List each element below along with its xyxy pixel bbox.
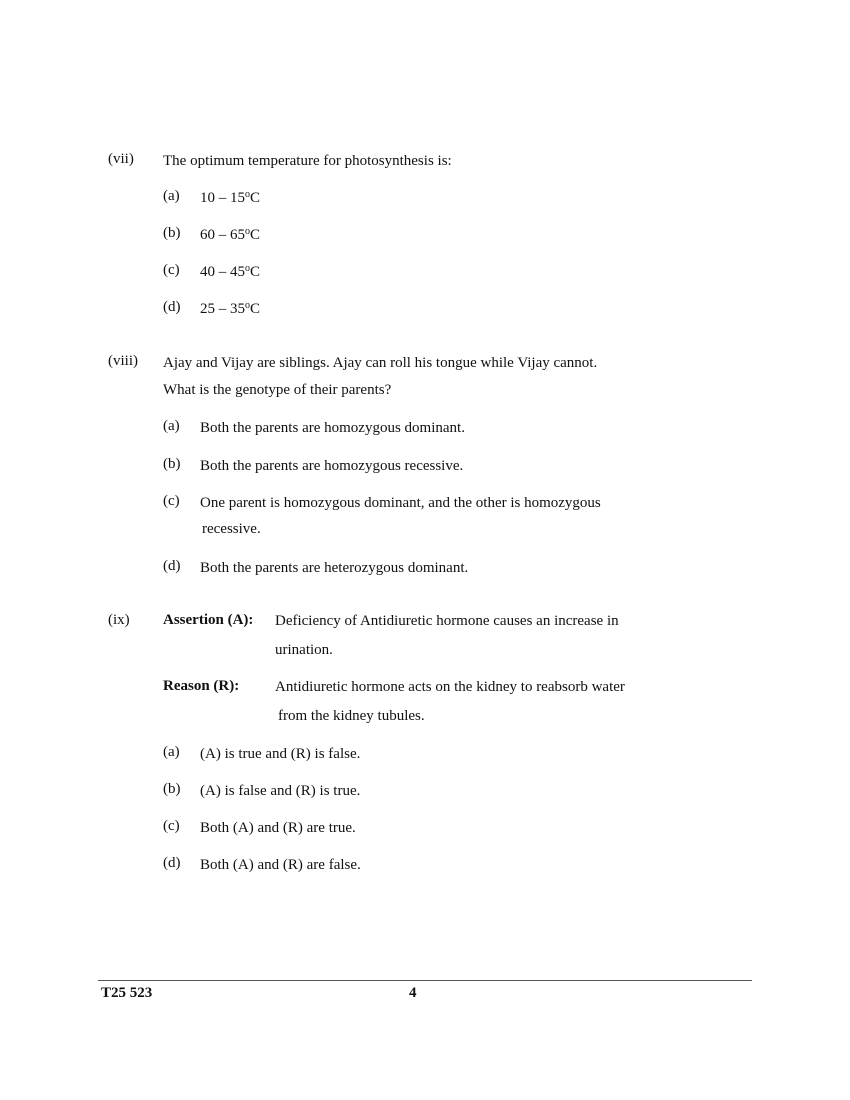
question-number: (ix) bbox=[108, 612, 130, 628]
option-text: Both (A) and (R) are true. bbox=[200, 820, 356, 836]
assertion-text-line1: Deficiency of Antidiuretic hormone causes an increase in bbox=[275, 613, 619, 629]
option-label: (b) bbox=[163, 456, 181, 472]
degree-symbol: o bbox=[245, 189, 250, 200]
option-text: (A) is true and (R) is false. bbox=[200, 746, 361, 762]
option-label: (c) bbox=[163, 493, 180, 509]
footer-divider bbox=[98, 980, 752, 981]
question-number: (vii) bbox=[108, 151, 134, 167]
option-label: (a) bbox=[163, 188, 180, 204]
option-label: (d) bbox=[163, 299, 181, 315]
option-text: Both the parents are homozygous dominant. bbox=[200, 420, 465, 436]
option-text: 25 – 35$^o$C bbox=[200, 300, 261, 317]
assertion-label: Assertion (A): bbox=[163, 612, 254, 628]
degree-symbol: o bbox=[245, 226, 250, 237]
option-text: 40 – 45$^o$C bbox=[200, 263, 261, 280]
question-text-line2: What is the genotype of their parents? bbox=[163, 382, 392, 398]
question-text-line1: Ajay and Vijay are siblings. Ajay can roll his tongue while Vijay cannot. bbox=[163, 355, 598, 371]
option-label: (c) bbox=[163, 818, 180, 834]
option-label: (b) bbox=[163, 781, 181, 797]
option-text: Both (A) and (R) are false. bbox=[200, 857, 361, 873]
degree-symbol: o bbox=[245, 300, 250, 311]
option-label: (c) bbox=[163, 262, 180, 278]
option-text: Both the parents are homozygous recessive. bbox=[200, 458, 464, 474]
reason-label: Reason (R): bbox=[163, 678, 240, 694]
question-number: (viii) bbox=[108, 353, 138, 369]
option-label: (d) bbox=[163, 558, 181, 574]
option-label: (a) bbox=[163, 744, 180, 760]
paper-code: T25 523 bbox=[101, 985, 153, 1001]
assertion-text-line2: urination. bbox=[275, 642, 333, 658]
reason-text-line1: Antidiuretic hormone acts on the kidney to reabsorb water bbox=[275, 679, 625, 695]
option-label: (a) bbox=[163, 418, 180, 434]
option-text-line1: One parent is homozygous dominant, and the other is homozygous bbox=[200, 495, 601, 511]
page-number: 4 bbox=[409, 985, 417, 1001]
option-label: (d) bbox=[163, 855, 181, 871]
reason-text-line2: from the kidney tubules. bbox=[278, 708, 425, 724]
option-text: (A) is false and (R) is true. bbox=[200, 783, 361, 799]
option-text: 10 – 15$^o$C bbox=[200, 189, 261, 206]
degree-symbol: o bbox=[245, 263, 250, 274]
option-text-line2: recessive. bbox=[202, 521, 261, 537]
option-text: 60 – 65$^o$C bbox=[200, 226, 261, 243]
question-text: The optimum temperature for photosynthesis is: bbox=[163, 153, 452, 169]
option-label: (b) bbox=[163, 225, 181, 241]
option-text: Both the parents are heterozygous dominant. bbox=[200, 560, 469, 576]
